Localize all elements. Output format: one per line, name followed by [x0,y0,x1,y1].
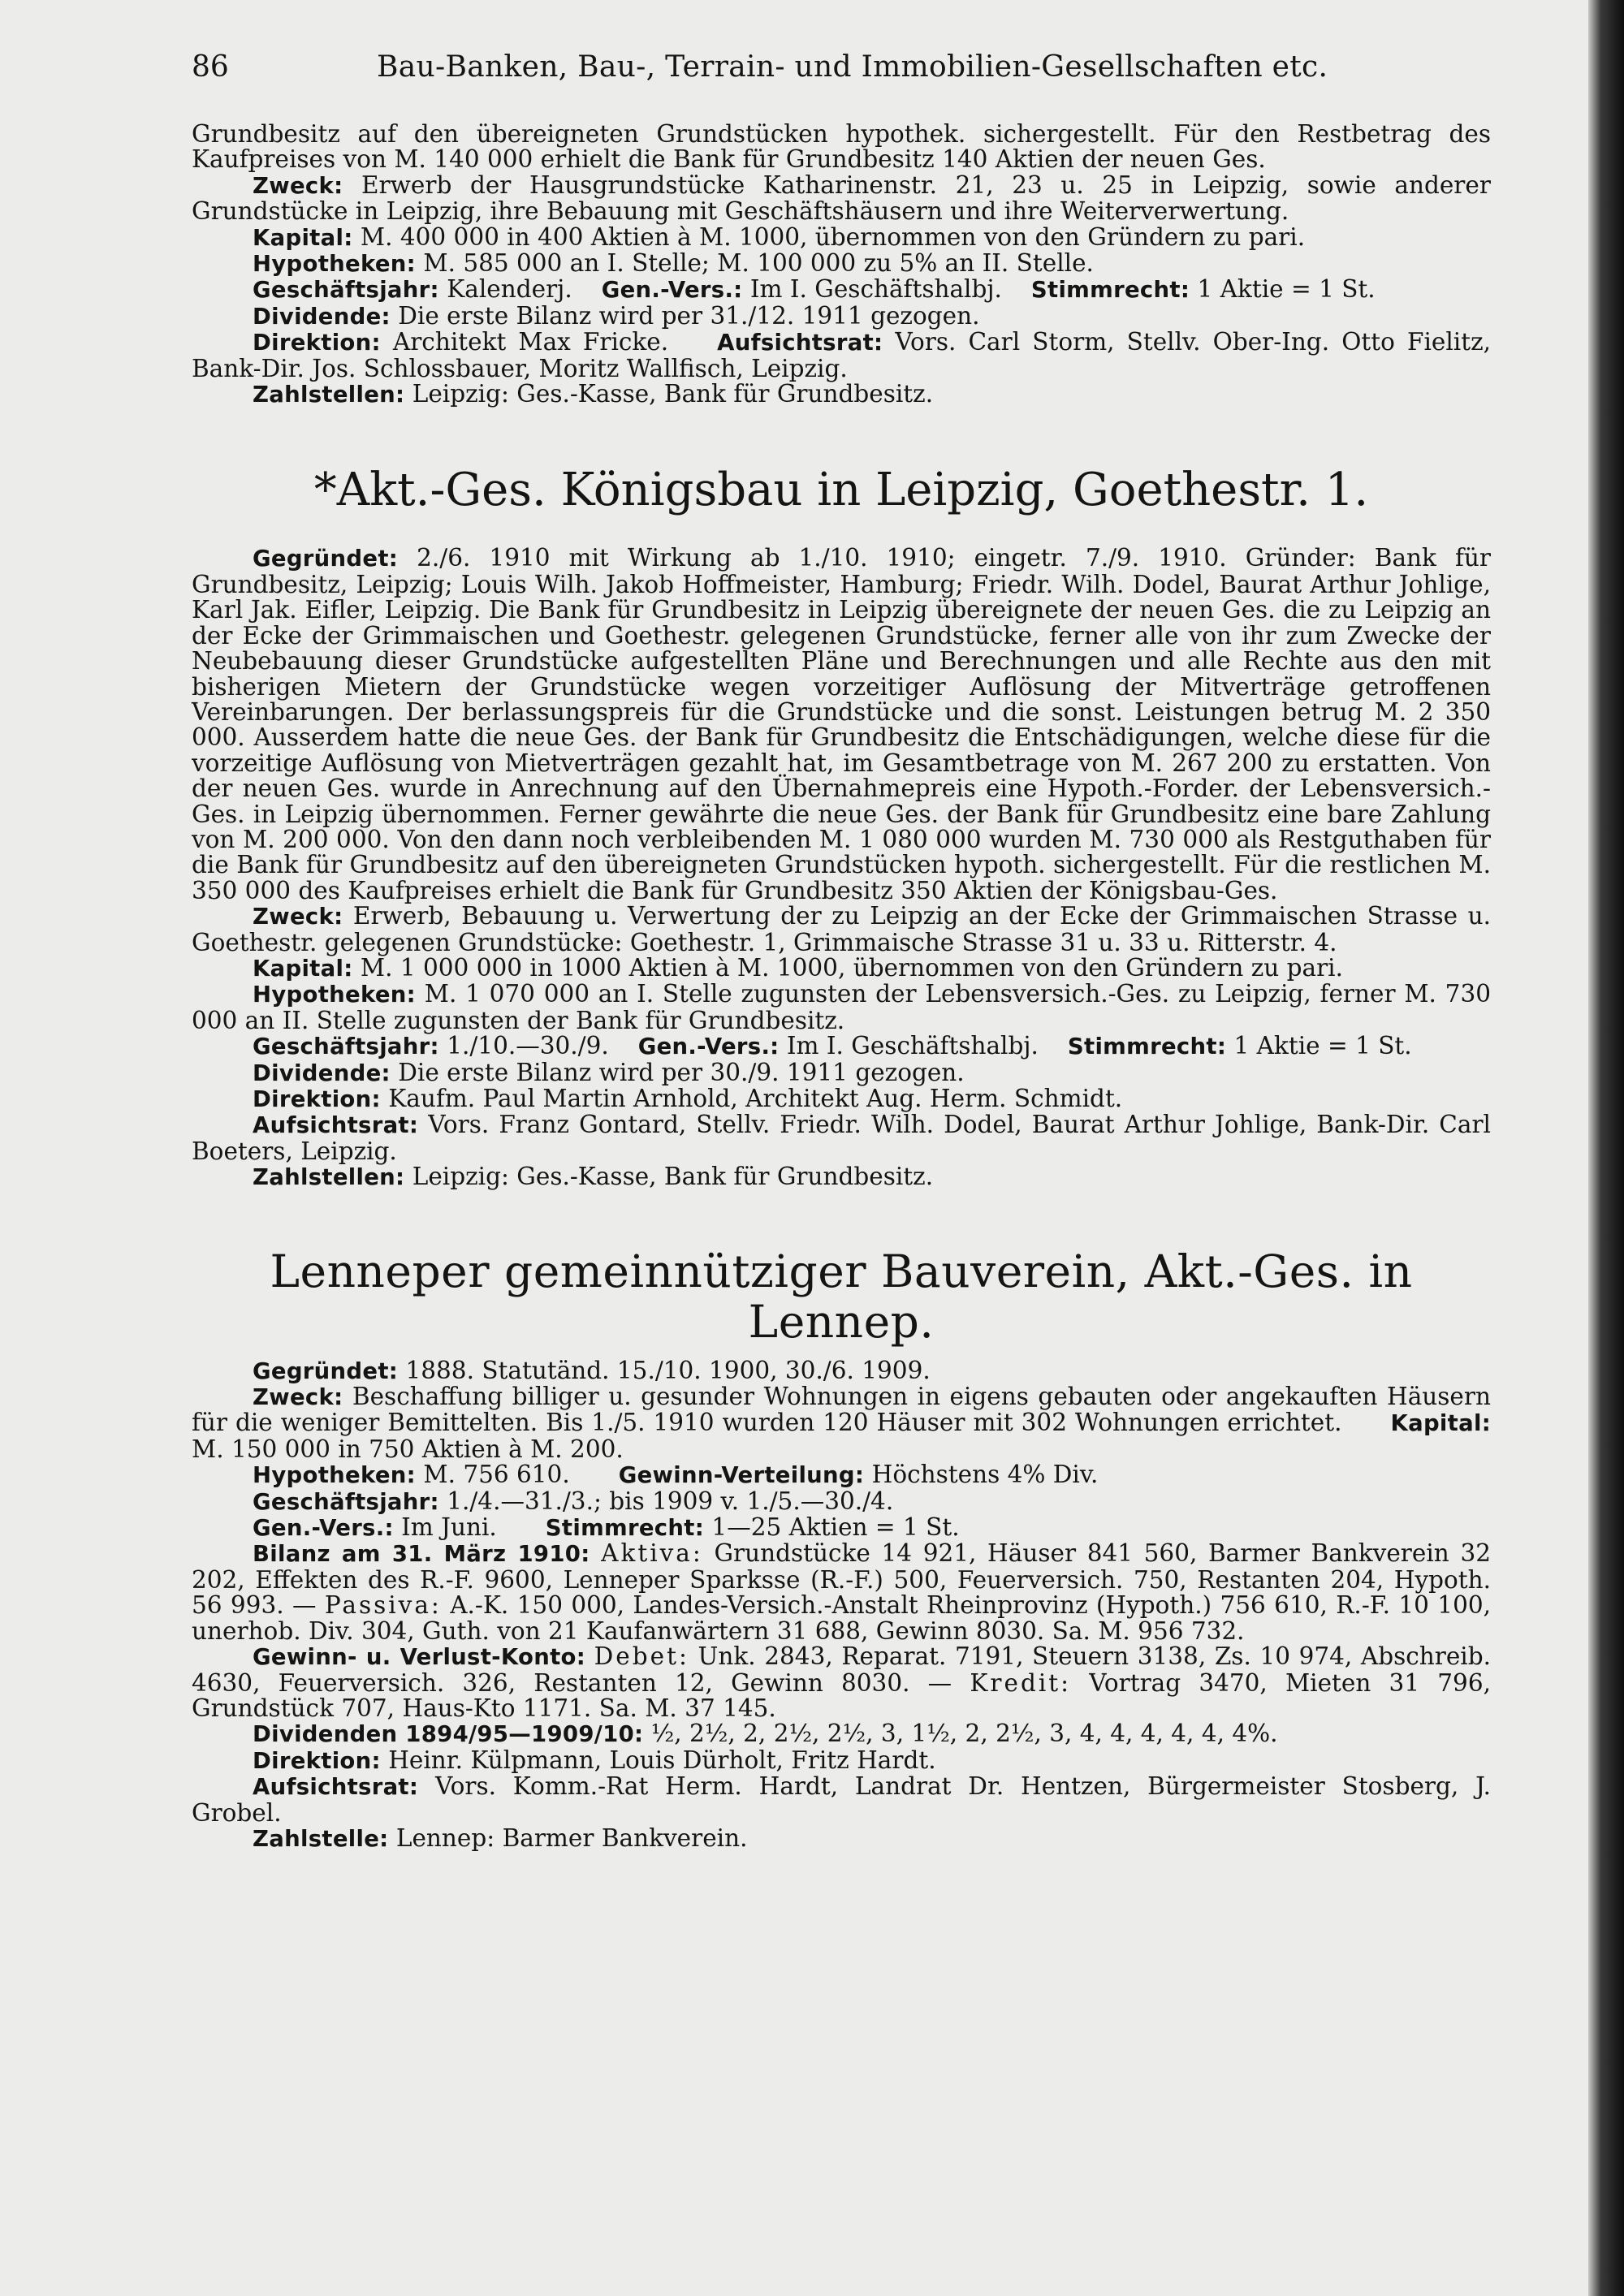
gegruendet-paragraph: Gegründet: 1888. Statutänd. 15./10. 1900, 30./6. 1909. [253,1356,931,1384]
hypotheken-paragraph: Hypotheken: M. 1 070 000 an I. Stelle zugunsten der Lebensversich.-Ges. zu Leipzig, ferner M. 730 000 an II. Stelle zugunsten der Bank für Grundbesitz. [192,980,1491,1034]
gegruendet-paragraph: Gegründet: 2./6. 1910 mit Wirkung ab 1./10. 1910; eingetr. 7./9. 1910. Gründer: Bank für Grundbesitz, Leipzig; Louis Wilh. Jakob Hoffmeister, Hamburg; Friedr. Wilh. Dodel, Baurat Arthur Johlige, Karl Jak. Eifler, Leipzig. Die Bank für Grundbesitz in Leipzig übereignete der neuen Ges. die zu Leipzig an der Ecke der Grimmaischen und Goethestr. gelegenen Grundstücke, ferner alle von ihr zum Zwecke der Neubebauung dieser Grundstücke aufgestellten Pläne und Berechnungen und alle Rechte aus den mit bisherigen Mietern der Grundstücke wegen vorzeitiger Auflösung der Mitverträge getroffenen Vereinbarungen. Der berlassungspreis für die Grundstücke und die sonst. Leistungen betrug M. 2 350 000. Ausserdem hatte die neue Ges. der Bank für Grundbesitz die Entschädigungen, welche diese für die vorzeitige Auflösung von Mietverträgen gezahlt hat, im Gesamtbetrage von M. 267 200 zu erstatten. Von der neuen Ges. wurde in Anrechnung auf den Übernahmepreis eine Hypoth.-Forder. der Lebensversich.-Ges. in Leipzig übernommen. Ferner gewährte die neue Ges. der Bank für Grundbesitz eine bare Zahlung von M. 200 000. Von den dann noch verbleibenden M. 1 080 000 wurden M. 730 000 als Restguthaben für die Bank für Grundbesitz auf den übereigneten Grundstücken hypoth. sichergestellt. Für die restlichen M. 350 000 des Kaufpreises erhielt die Bank für Grundbesitz 350 Aktien der Königsbau-Ges. [192,544,1491,904]
geschaeftsjahr-paragraph: Geschäftsjahr: 1./4.—31./3.; bis 1909 v. 1./5.—30./4. [253,1487,894,1515]
aufsichtsrat-paragraph: Aufsichtsrat: Vors. Komm.-Rat Herm. Hardt, Landrat Dr. Hentzen, Bürgermeister Stosberg, J. Grobel. [192,1772,1491,1827]
dividenden-paragraph: Dividenden 1894/95—1909/10: ½, 2½, 2, 2½, 2½, 3, 1½, 2, 2½, 3, 4, 4, 4, 4, 4, 4%. [253,1720,1278,1748]
page-number: 86 [192,50,229,84]
entry-koenigsbau [192,464,1491,1190]
zahlstellen-paragraph: Zahlstellen: Leipzig: Ges.-Kasse, Bank für Grundbesitz. [253,380,934,408]
page-content [192,122,1491,1852]
gewinn-verlust-paragraph: Gewinn- u. Verlust-Konto: Debet: Unk. 2843, Reparat. 7191, Steuern 3138, Zs. 10 974, Abschreib. 4630, Feuerversich. 326, Restanten 12, Gewinn 8030. — Kredit: Vortrag 3470, Mieten 31 796, Grundstück 707, Haus-Kto 1171. Sa. M. 37 145. [192,1642,1491,1722]
zahlstelle-paragraph: Zahlstelle: Lennep: Barmer Bankverein. [253,1823,748,1852]
genvers-paragraph: Gen.-Vers.: Im Juni. Stimmrecht: 1—25 Aktien = 1 St. [253,1513,960,1542]
direktion-paragraph: Direktion: Architekt Max Fricke. Aufsichtsrat: Vors. Carl Storm, Stellv. Ober-Ing. Otto Fielitz, Bank-Dir. Jos. Schlossbauer, Moritz Wallfisch, Leipzig. [192,328,1491,382]
zweck-paragraph: Zweck: Erwerb der Hausgrundstücke Katharinenstr. 21, 23 u. 25 in Leipzig, sowie anderer Grundstücke in Leipzig, ihre Bebauung mit Geschäftshäusern und ihre Weiterverwertung. [192,170,1491,226]
running-title: Bau-Banken, Bau-, Terrain- und Immobilien-Gesellschaften etc. [377,50,1328,84]
entry-title: *Akt.-Ges. Königsbau in Leipzig, Goethestr. 1. [313,464,1369,517]
zahlstellen-paragraph: Zahlstellen: Leipzig: Ges.-Kasse, Bank für Grundbesitz. [253,1163,934,1191]
continued-entry [192,122,1491,408]
zweck-paragraph: Zweck: Erwerb, Bebauung u. Verwertung der zu Leipzig an der Ecke der Grimmaischen Strasse u. Goethestr. gelegenen Grundstücke: Goethestr. 1, Grimmaische Strasse 31 u. 33 u. Ritterstr. 4. [192,902,1491,956]
page-edge-shadow [1588,0,1624,2296]
kapital-paragraph: Kapital: M. 1 000 000 in 1000 Aktien à M. 1000, übernommen von den Gründern zu pari. [253,953,1343,982]
continued-paragraph: Grundbesitz auf den übereigneten Grundstücken hypothek. sichergestellt. Für den Restbetrag des Kaufpreises von M. 140 000 erhielt die Bank für Grundbesitz 140 Aktien der neuen Ges. [192,120,1491,174]
bilanz-paragraph: Bilanz am 31. März 1910: Aktiva: Grundstücke 14 921, Häuser 841 560, Barmer Bankverein 32 202, Effekten des R.-F. 9600, Lenneper Sparksse (R.-F.) 500, Feuerversich. 750, Restanten 204, Hypoth. 56 993. — Passiva: A.-K. 150 000, Landes-Versich.-Anstalt Rheinprovinz (Hypoth.) 756 610, R.-F. 10 100, unerhob. Div. 304, Guth. von 21 Kaufanwärtern 31 688, Gewinn 8030. Sa. M. 956 732. [192,1539,1491,1645]
geschaeftsjahr-paragraph: Geschäftsjahr: Kalenderj. Gen.-Vers.: Im I. Geschäftshalbj. Stimmrecht: 1 Aktie = 1 St. [253,275,1376,304]
zweck-paragraph: Zweck: Beschaffung billiger u. gesunder Wohnungen in eigens gebauten oder angekauften Häusern für die weniger Bemittelten. Bis 1./5. 1910 wurden 120 Häuser mit 302 Wohnungen errichtet. Kapital: M. 150 000 in 750 Aktien à M. 200. [192,1383,1491,1463]
direktion-paragraph: Direktion: Heinr. Külpmann, Louis Dürholt, Fritz Hardt. [253,1746,936,1774]
dividende-paragraph: Dividende: Die erste Bilanz wird per 31./12. 1911 gezogen. [253,301,980,330]
dividende-paragraph: Dividende: Die erste Bilanz wird per 30./9. 1911 gezogen. [253,1058,965,1086]
entry-lennep [192,1246,1491,1853]
hypotheken-paragraph: Hypotheken: M. 756 610. Gewinn-Verteilung: Höchstens 4% Div. [253,1461,1099,1489]
kapital-paragraph: Kapital: M. 400 000 in 400 Aktien à M. 1000, übernommen von den Gründern zu pari. [253,222,1306,251]
aufsichtsrat-paragraph: Aufsichtsrat: Vors. Franz Gontard, Stellv. Friedr. Wilh. Dodel, Baurat Arthur Johlige, Bank-Dir. Carl Boeters, Leipzig. [192,1111,1491,1165]
direktion-paragraph: Direktion: Kaufm. Paul Martin Arnhold, Architekt Aug. Herm. Schmidt. [253,1085,1123,1112]
entry-title: Lenneper gemeinnütziger Bauverein, Akt.-Ges. in Lennep. [270,1245,1413,1348]
hypotheken-paragraph: Hypotheken: M. 585 000 an I. Stelle; M. 100 000 zu 5% an II. Stelle. [253,249,1094,278]
geschaeftsjahr-paragraph: Geschäftsjahr: 1./10.—30./9. Gen.-Vers.: Im I. Geschäftshalbj. Stimmrecht: 1 Aktie = 1 St. [253,1032,1412,1060]
